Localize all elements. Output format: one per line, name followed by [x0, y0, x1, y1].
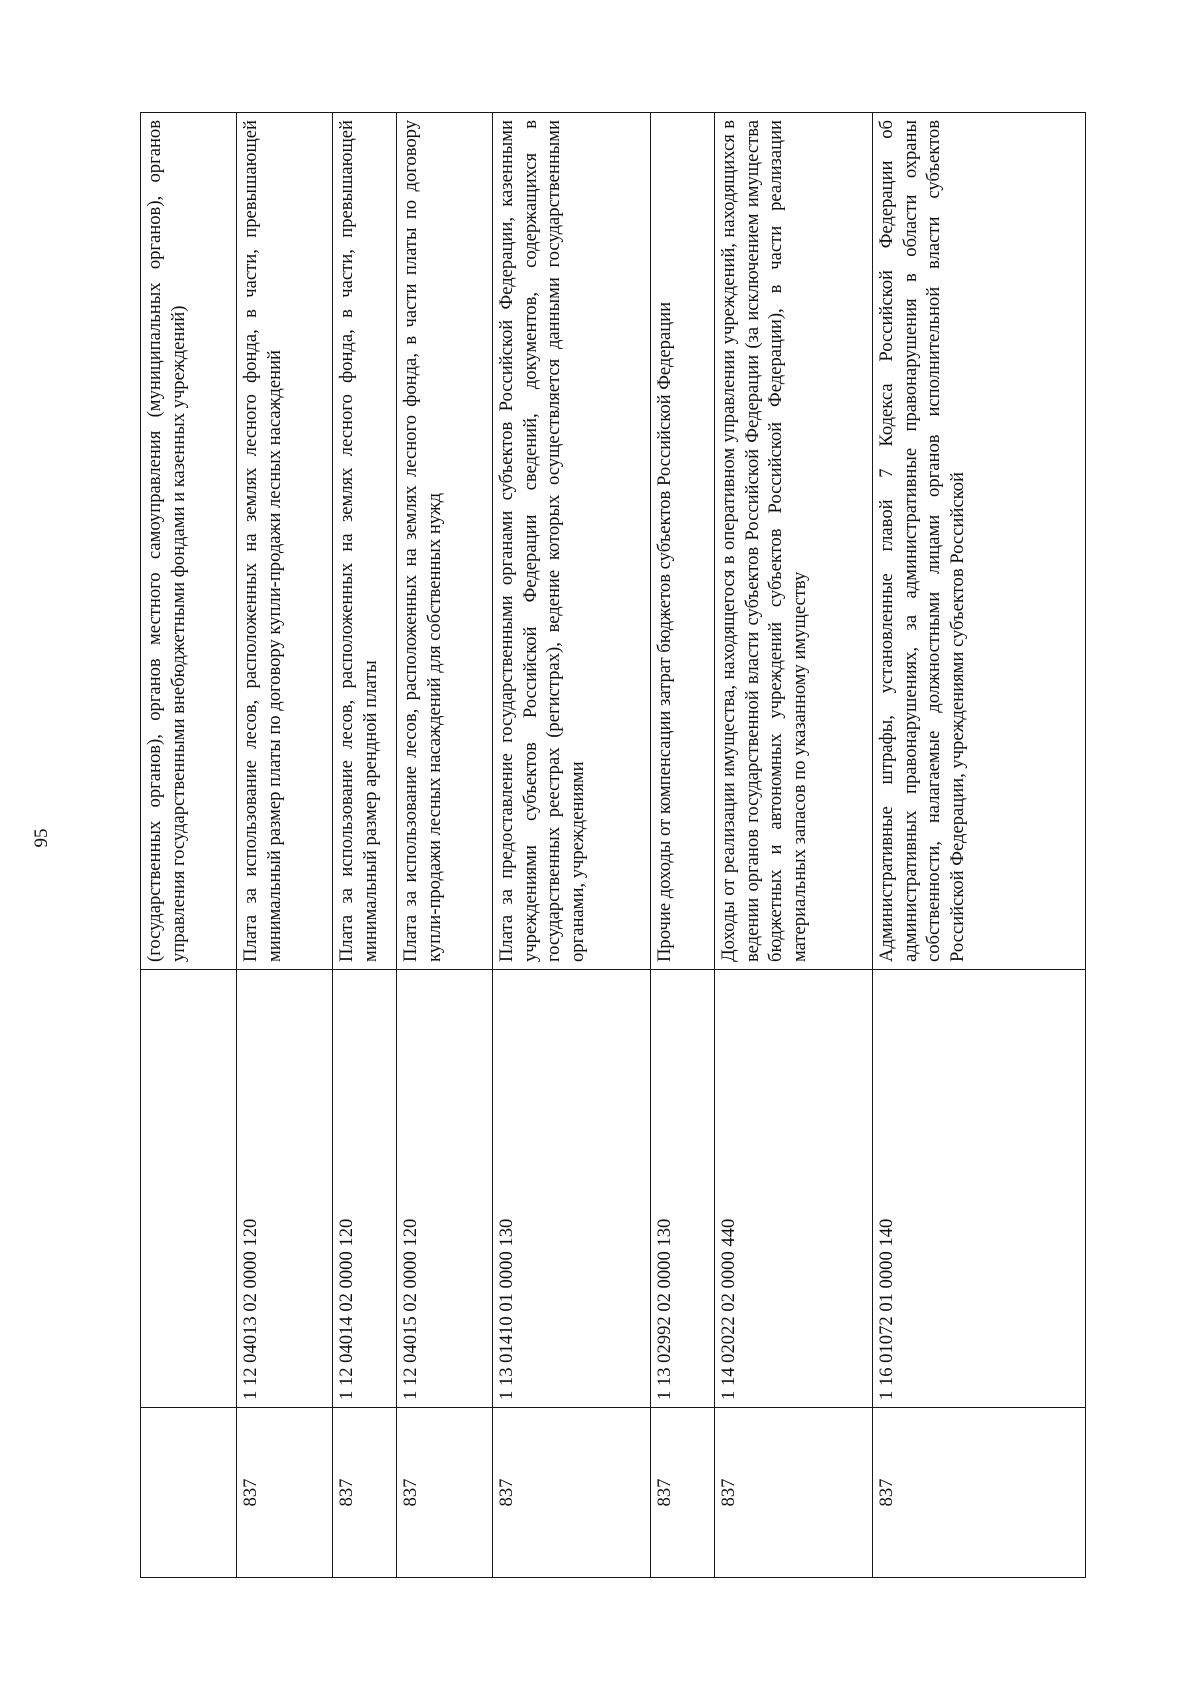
revenue-name-cell: Плата за использование лесов, расположенных на землях лесного фонда, в части, превышающей минимальный размер платы по договору купли-продажи лесных насаждений — [237, 113, 333, 970]
revenue-name-cell: Плата за использование лесов, расположенных на землях лесного фонда, в части платы по договору купли-продажи лесных насаждений для собственных нужд — [397, 113, 493, 970]
revenue-name-cell: (государственных органов), органов местного самоуправления (муниципальных органов), органов управления государственными внебюджетными фондами и казенных учреждений) — [141, 113, 237, 970]
revenue-codes-table — [140, 112, 1086, 1578]
admin-code-cell: 837 — [715, 1408, 873, 1578]
revenue-code-cell — [141, 970, 237, 1408]
table-row — [651, 113, 715, 1578]
table-row — [493, 113, 651, 1578]
revenue-code-cell: 1 12 04014 02 0000 120 — [333, 970, 397, 1408]
admin-code-cell: 837 — [237, 1408, 333, 1578]
table-row — [873, 113, 1086, 1578]
revenue-code-cell: 1 12 04015 02 0000 120 — [397, 970, 493, 1408]
revenue-name-cell: Прочие доходы от компенсации затрат бюджетов субъектов Российской Федерации — [651, 113, 715, 970]
admin-code-cell: 837 — [333, 1408, 397, 1578]
revenue-name-cell: Плата за предоставление государственными органами субъектов Российской Федерации, казенными учреждениями субъектов Российской Федерации сведений, документов, содержащихся в государственных реестрах (регистрах), ведение которых осуществляется данными государственными органами, учреждениями — [493, 113, 651, 970]
revenue-name-cell: Административные штрафы, установленные главой 7 Кодекса Российской Федерации об административных правонарушениях, за административные правонарушения в области охраны собственности, налагаемые должностными лицами органов исполнительной власти субъектов Российской Федерации, учреждениями субъектов Российской — [873, 113, 1086, 970]
table-row — [397, 113, 493, 1578]
table-row — [141, 113, 237, 1578]
admin-code-cell: 837 — [651, 1408, 715, 1578]
admin-code-cell: 837 — [873, 1408, 1086, 1578]
table-row — [237, 113, 333, 1578]
revenue-name-cell: Доходы от реализации имущества, находящегося в оперативном управлении учреждений, находящихся в ведении органов государственной власти субъектов Российской Федерации (за исключением имущества бюджетных и автономных учреждений субъектов Российской Федерации), в части реализации материальных запасов по указанному имуществу — [715, 113, 873, 970]
admin-code-cell — [141, 1408, 237, 1578]
revenue-name-cell: Плата за использование лесов, расположенных на землях лесного фонда, в части, превышающей минимальный размер арендной платы — [333, 113, 397, 970]
page-number: 95 — [31, 828, 52, 848]
admin-code-cell: 837 — [397, 1408, 493, 1578]
revenue-code-cell: 1 16 01072 01 0000 140 — [873, 970, 1086, 1408]
revenue-code-cell: 1 14 02022 02 0000 440 — [715, 970, 873, 1408]
admin-code-cell: 837 — [493, 1408, 651, 1578]
revenue-code-cell: 1 13 01410 01 0000 130 — [493, 970, 651, 1408]
table-row — [333, 113, 397, 1578]
revenue-code-cell: 1 12 04013 02 0000 120 — [237, 970, 333, 1408]
revenue-code-cell: 1 13 02992 02 0000 130 — [651, 970, 715, 1408]
table-row — [715, 113, 873, 1578]
rotated-table-container — [140, 113, 1085, 1578]
